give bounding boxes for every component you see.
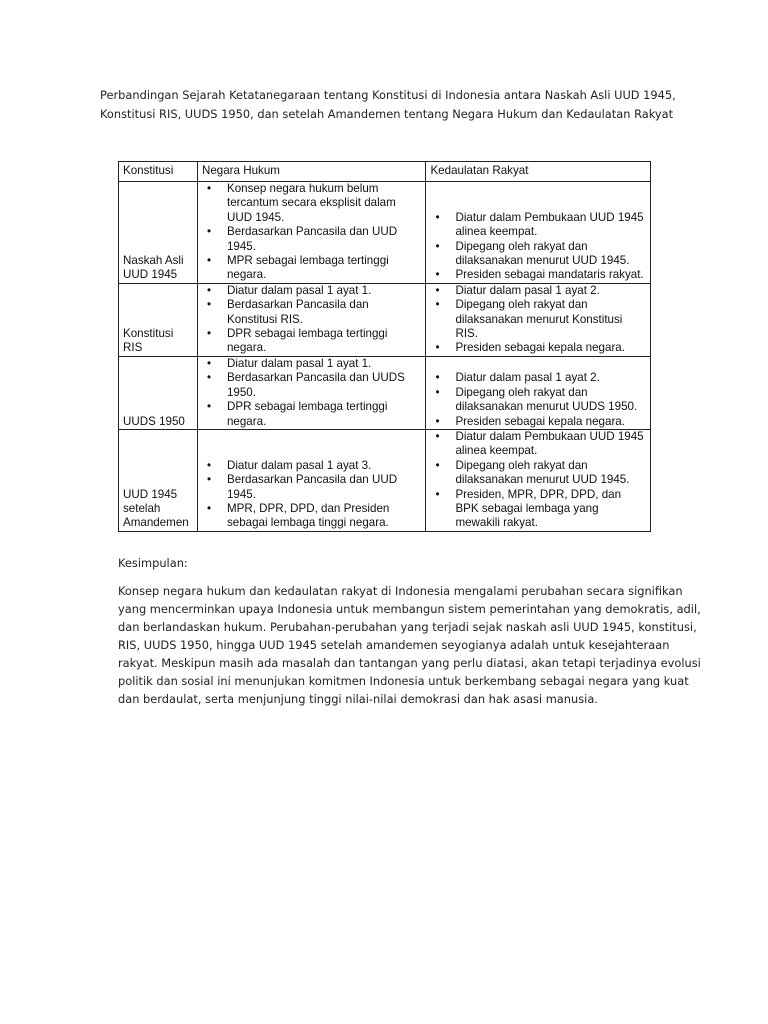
conclusion-line: RIS, UUDS 1950, hingga UUD 1945 setelah amandemen seyogianya adalah untuk kesejahteraan xyxy=(118,638,670,652)
kedaulatan-rakyat-cell xyxy=(426,356,651,429)
header-negara-hukum: Negara Hukum xyxy=(197,162,425,182)
list-item: • Diatur dalam pasal 1 ayat 1. xyxy=(202,284,421,298)
negara-hukum-cell xyxy=(197,283,425,356)
title-line-2: Konstitusi RIS, UUDS 1950, dan setelah Amandemen tentang Negara Hukum dan Kedaulatan Rakyat xyxy=(100,107,674,121)
list-item: • Konsep negara hukum belum tercantum secara eksplisit dalam UUD 1945. xyxy=(202,182,421,225)
kedaulatan-rakyat-cell xyxy=(426,429,651,531)
conclusion-label: Kesimpulan: xyxy=(118,556,188,570)
list-item: • Diatur dalam Pembukaan UUD 1945 alinea keempat. xyxy=(430,211,646,240)
conclusion-line: yang mencerminkan upaya Indonesia untuk membangun sistem pemerintahan yang demokratis, adil, xyxy=(118,602,701,616)
kedaulatan-rakyat-cell xyxy=(426,283,651,356)
conclusion-line: dan berlandaskan hukum. Perubahan-perubahan yang terjadi sejak naskah asli UUD 1945, konstitusi, xyxy=(118,620,697,634)
kedaulatan-rakyat-cell xyxy=(426,182,651,284)
table-row xyxy=(119,429,651,531)
list-item: • Presiden sebagai mandataris rakyat. xyxy=(430,268,646,282)
table-header-row xyxy=(119,162,651,182)
list-item: • MPR sebagai lembaga tertinggi negara. xyxy=(202,254,421,283)
list-item: • Diatur dalam pasal 1 ayat 2. xyxy=(430,284,646,298)
negara-hukum-cell xyxy=(197,182,425,284)
document-title xyxy=(100,86,676,124)
row-label-uuds-1950: UUDS 1950 xyxy=(119,356,198,429)
list-item: • MPR, DPR, DPD, dan Presiden sebagai lembaga tinggi negara. xyxy=(202,502,421,531)
negara-hukum-cell xyxy=(197,429,425,531)
list-item: • Presiden sebagai kepala negara. xyxy=(430,415,646,429)
list-item: • Diatur dalam pasal 1 ayat 3. xyxy=(202,459,421,473)
list-item: • Diatur dalam pasal 1 ayat 2. xyxy=(430,371,646,385)
conclusion-line: dan berdaulat, serta menjunjung tinggi nilai-nilai demokrasi dan hak asasi manusia. xyxy=(118,692,598,706)
conclusion-line: politik dan sosial ini menunjukan komitmen Indonesia untuk berkembang sebagai negara yang kuat xyxy=(118,674,689,688)
conclusion-line: rakyat. Meskipun masih ada masalah dan tantangan yang perlu diatasi, akan tetapi terjadinya evolusi xyxy=(118,656,701,670)
list-item: • Berdasarkan Pancasila dan Konstitusi RIS. xyxy=(202,298,421,327)
list-item: • Dipegang oleh rakyat dan dilaksanakan menurut UUDS 1950. xyxy=(430,386,646,415)
conclusion-line: Konsep negara hukum dan kedaulatan rakyat di Indonesia mengalami perubahan secara signifikan xyxy=(118,584,683,598)
row-label-konstitusi-ris: Konstitusi RIS xyxy=(119,283,198,356)
list-item: • Berdasarkan Pancasila dan UUD 1945. xyxy=(202,473,421,502)
list-item: • Dipegang oleh rakyat dan dilaksanakan menurut UUD 1945. xyxy=(430,459,646,488)
table-row xyxy=(119,356,651,429)
list-item: • Presiden, MPR, DPR, DPD, dan BPK sebagai lembaga yang mewakili rakyat. xyxy=(430,488,646,531)
table-row xyxy=(119,182,651,284)
title-line-1: Perbandingan Sejarah Ketatanegaraan tentang Konstitusi di Indonesia antara Naskah Asli UUD 1945, xyxy=(100,88,676,102)
negara-hukum-cell xyxy=(197,356,425,429)
header-kedaulatan-rakyat: Kedaulatan Rakyat xyxy=(426,162,651,182)
list-item: • Diatur dalam pasal 1 ayat 1. xyxy=(202,357,421,371)
row-label-naskah-asli: Naskah Asli UUD 1945 xyxy=(119,182,198,284)
header-konstitusi: Konstitusi xyxy=(119,162,198,182)
list-item: • Presiden sebagai kepala negara. xyxy=(430,341,646,355)
list-item: • Dipegang oleh rakyat dan dilaksanakan menurut UUD 1945. xyxy=(430,240,646,269)
list-item: • Dipegang oleh rakyat dan dilaksanakan menurut Konstitusi RIS. xyxy=(430,298,646,341)
conclusion-paragraph xyxy=(118,582,701,708)
row-label-uud-1945-amandemen: UUD 1945 setelah Amandemen xyxy=(119,429,198,531)
list-item: • DPR sebagai lembaga tertinggi negara. xyxy=(202,327,421,356)
list-item: • Berdasarkan Pancasila dan UUDS 1950. xyxy=(202,371,421,400)
list-item: • Diatur dalam Pembukaan UUD 1945 alinea keempat. xyxy=(430,430,646,459)
list-item: • DPR sebagai lembaga tertinggi negara. xyxy=(202,400,421,429)
table-row xyxy=(119,283,651,356)
comparison-table xyxy=(118,161,651,532)
list-item: • Berdasarkan Pancasila dan UUD 1945. xyxy=(202,225,421,254)
